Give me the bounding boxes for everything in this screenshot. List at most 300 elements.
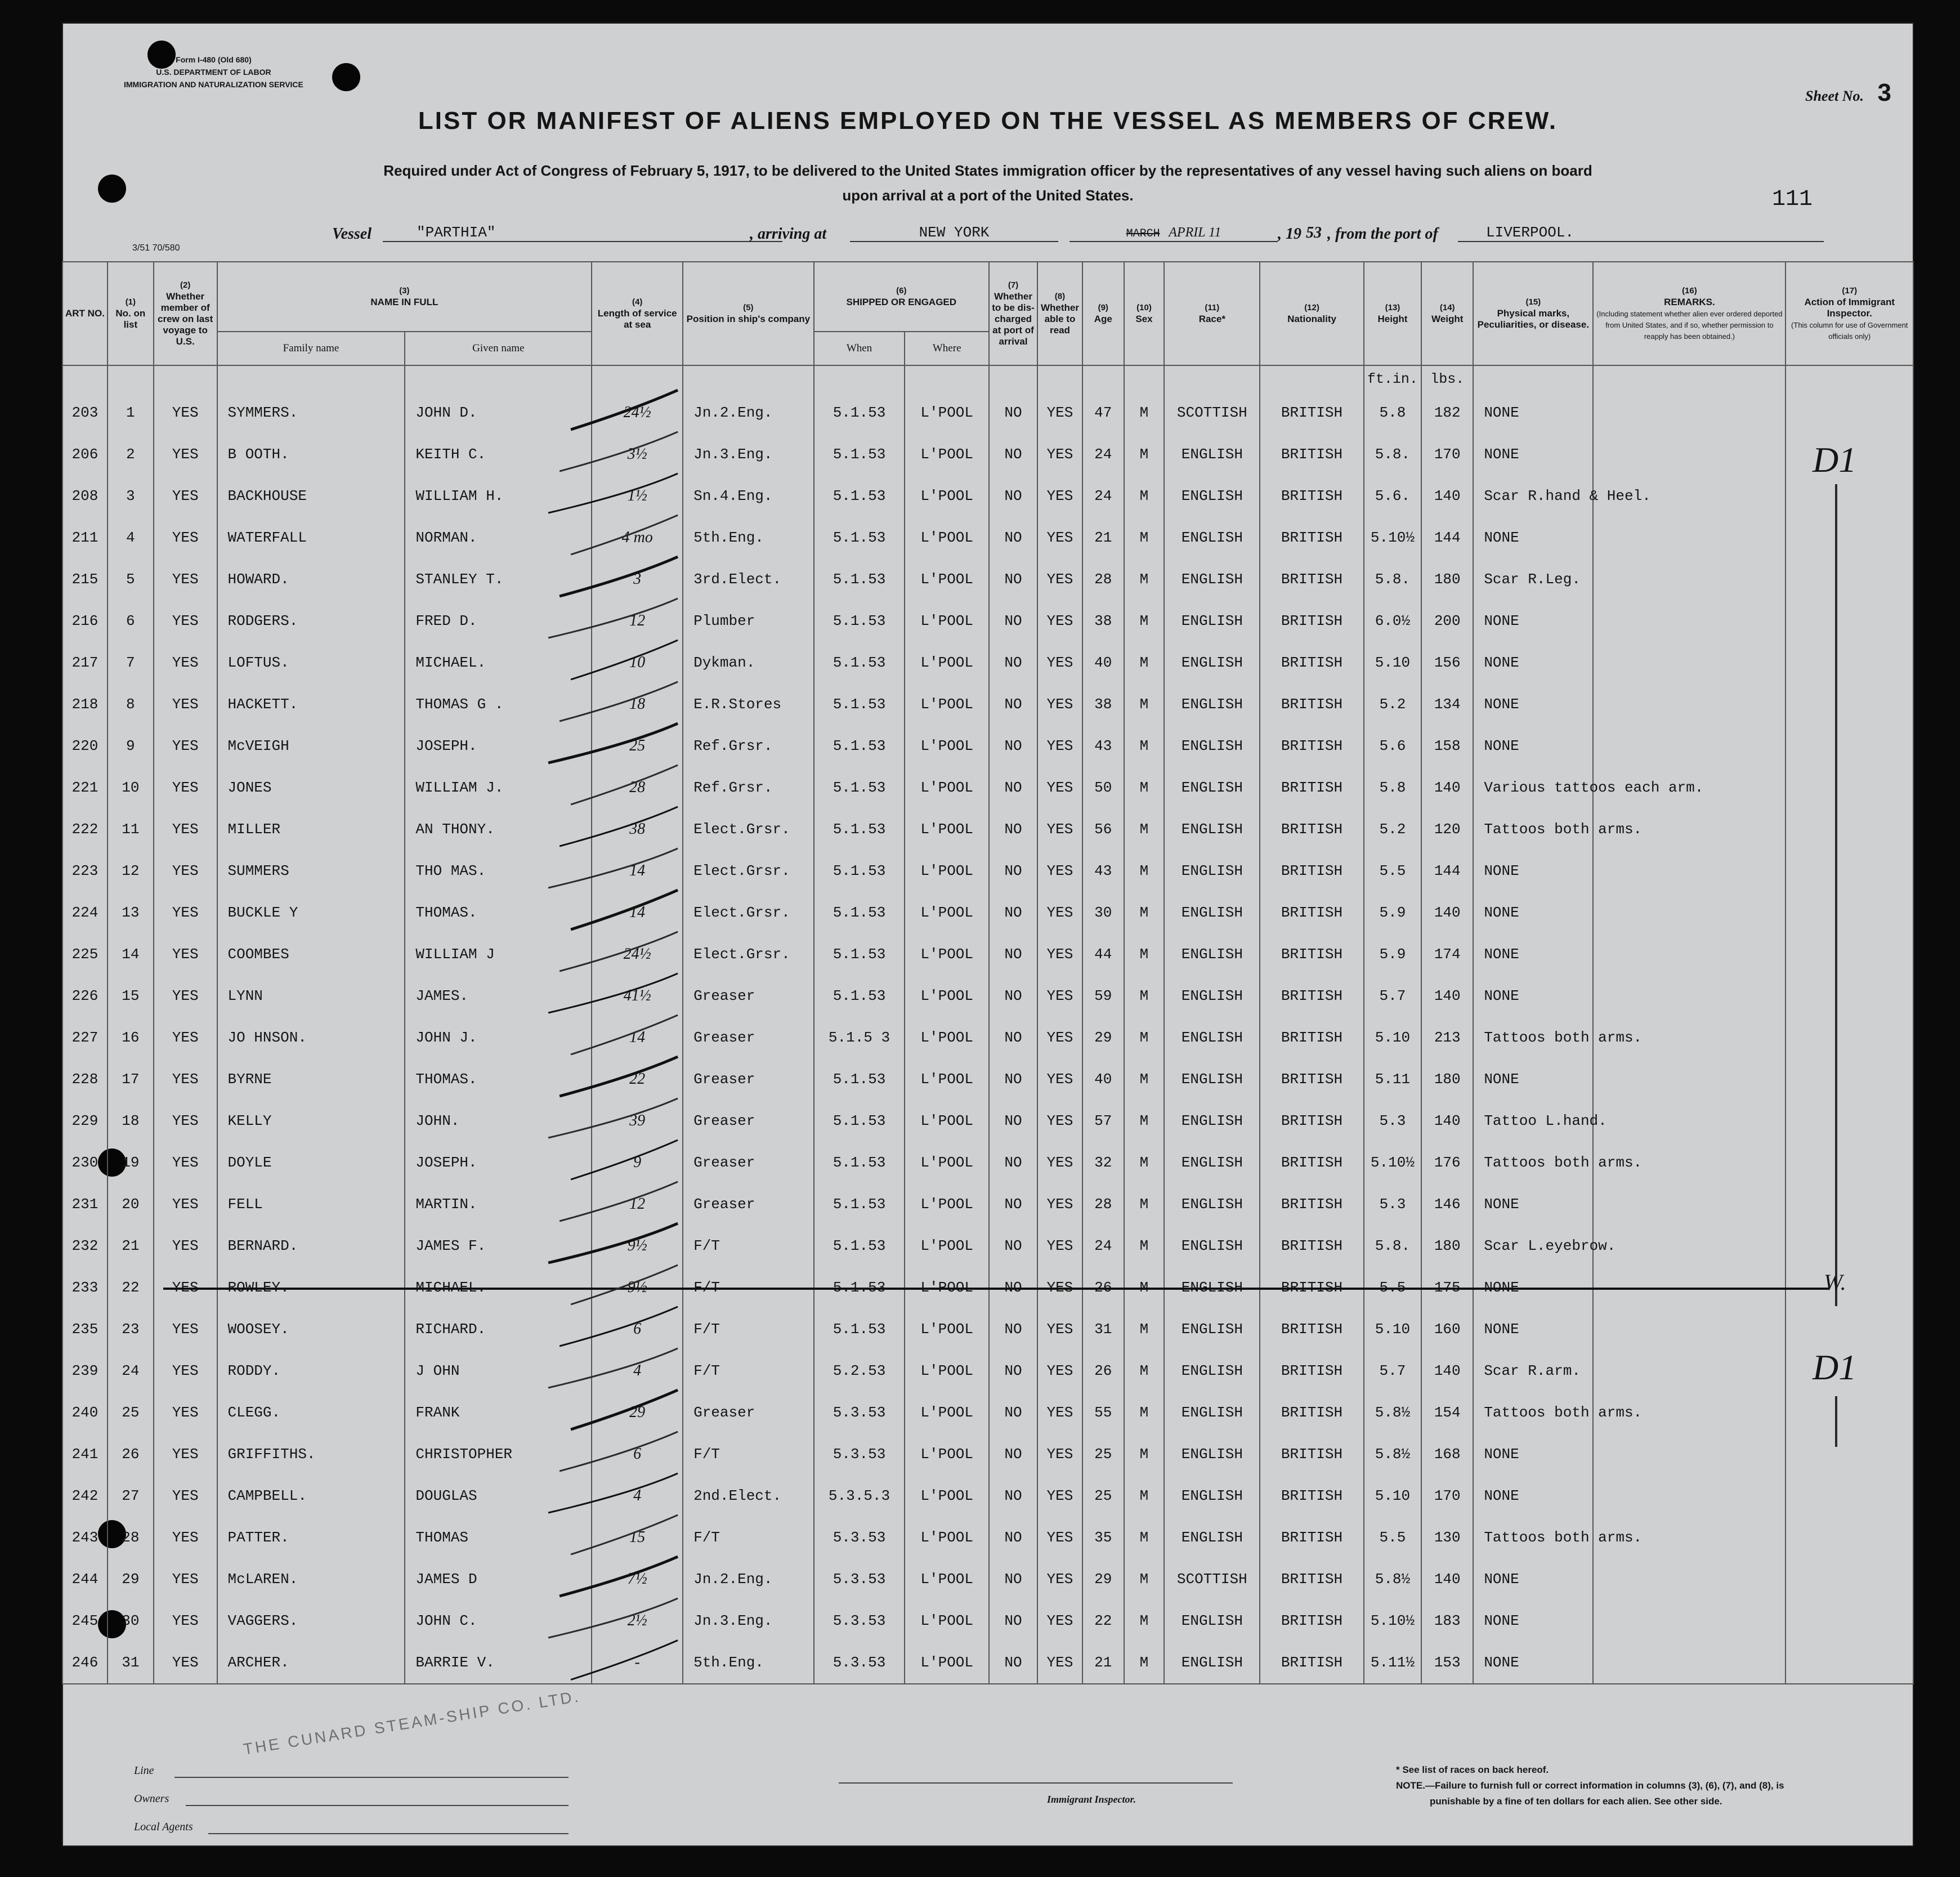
cell-given: THOMAS G .	[405, 683, 592, 725]
cell-read: YES	[1037, 517, 1082, 558]
cell-race: ENGLISH	[1164, 1308, 1260, 1350]
local-agents-field	[208, 1833, 569, 1834]
cell-nat: BRITISH	[1260, 1225, 1363, 1267]
cell-service: 24½	[592, 392, 683, 434]
cell-age: 24	[1082, 475, 1124, 517]
cell-height: 5.8½	[1364, 1558, 1421, 1600]
cell-weight: 180	[1421, 558, 1473, 600]
cell-sex: M	[1124, 1392, 1165, 1433]
header-name-in-full: (3) NAME IN FULL	[217, 262, 592, 332]
cell-remarks	[1593, 600, 1786, 642]
cell-position: F/T	[683, 1517, 814, 1558]
cell-given: JAMES D	[405, 1558, 592, 1600]
cell-read: YES	[1037, 600, 1082, 642]
cell-family: MILLER	[217, 808, 405, 850]
cell-family: McVEIGH	[217, 725, 405, 767]
cell-no: 30	[108, 1600, 154, 1642]
cell-age: 35	[1082, 1517, 1124, 1558]
cell-last: YES	[154, 933, 217, 975]
cell-nat: BRITISH	[1260, 1308, 1363, 1350]
cell-disch: NO	[989, 892, 1037, 933]
cell-marks: NONE	[1473, 933, 1593, 975]
cell-no: 16	[108, 1017, 154, 1058]
cell-where: L'POOL	[905, 975, 989, 1017]
cell-nat: BRITISH	[1260, 725, 1363, 767]
cell-art: 206	[62, 434, 108, 475]
cell-sex: M	[1124, 892, 1165, 933]
cell-position: Greaser	[683, 975, 814, 1017]
cell-nat: BRITISH	[1260, 850, 1363, 892]
cell-height: 5.10	[1364, 1308, 1421, 1350]
cell-given: JOHN D.	[405, 392, 592, 434]
cell-read: YES	[1037, 1558, 1082, 1600]
cell-disch: NO	[989, 1225, 1037, 1267]
cell-where: L'POOL	[905, 808, 989, 850]
cell-marks: NONE	[1473, 850, 1593, 892]
cell-age: 38	[1082, 600, 1124, 642]
cell-no: 12	[108, 850, 154, 892]
cell-disch: NO	[989, 1267, 1037, 1308]
footer-note	[1396, 1762, 1903, 1809]
cell-height: 5.8.	[1364, 558, 1421, 600]
cell-nat: BRITISH	[1260, 475, 1363, 517]
cell-disch: NO	[989, 517, 1037, 558]
cell-age: 43	[1082, 725, 1124, 767]
cell-height: 5.5	[1364, 850, 1421, 892]
table-row	[62, 517, 1913, 558]
cell-weight: 183	[1421, 1600, 1473, 1642]
cell-last: YES	[154, 1642, 217, 1684]
table-row	[62, 1517, 1913, 1558]
cell-when: 5.1.53	[814, 767, 905, 808]
cell-read: YES	[1037, 1475, 1082, 1517]
cell-no: 29	[108, 1558, 154, 1600]
cell-nat: BRITISH	[1260, 1642, 1363, 1684]
inspector-struck-note: W.	[1824, 1270, 1846, 1295]
cell-weight: 140	[1421, 975, 1473, 1017]
cell-where: L'POOL	[905, 1475, 989, 1517]
cell-inspector-action	[1786, 1392, 1913, 1433]
cell-last: YES	[154, 1350, 217, 1392]
cell-read: YES	[1037, 892, 1082, 933]
cell-race: ENGLISH	[1164, 850, 1260, 892]
cell-height: 5.3	[1364, 1183, 1421, 1225]
cell-given: NORMAN.	[405, 517, 592, 558]
cell-when: 5.3.53	[814, 1433, 905, 1475]
cell-read: YES	[1037, 1100, 1082, 1142]
cell-where: L'POOL	[905, 1517, 989, 1558]
cell-position: Ref.Grsr.	[683, 767, 814, 808]
cell-service: 12	[592, 1183, 683, 1225]
cell-marks: Tattoos both arms.	[1473, 1142, 1593, 1183]
cell-disch: NO	[989, 1475, 1037, 1517]
cell-sex: M	[1124, 1350, 1165, 1392]
cell-weight: 140	[1421, 1350, 1473, 1392]
cell-given: DOUGLAS	[405, 1475, 592, 1517]
cell-position: Greaser	[683, 1017, 814, 1058]
sheet-number-label: Sheet No.	[1805, 88, 1864, 104]
cell-sex: M	[1124, 725, 1165, 767]
cell-sex: M	[1124, 1517, 1165, 1558]
cell-height: 5.2	[1364, 808, 1421, 850]
cell-height: 5.10½	[1364, 1142, 1421, 1183]
cell-race: ENGLISH	[1164, 517, 1260, 558]
cell-sex: M	[1124, 1558, 1165, 1600]
cell-last: YES	[154, 1475, 217, 1517]
cell-art: 228	[62, 1058, 108, 1100]
cell-when: 5.1.53	[814, 517, 905, 558]
cell-remarks	[1593, 1350, 1786, 1392]
cell-art: 208	[62, 475, 108, 517]
cell-remarks	[1593, 1433, 1786, 1475]
cell-where: L'POOL	[905, 1142, 989, 1183]
cell-position: Elect.Grsr.	[683, 808, 814, 850]
cell-nat: BRITISH	[1260, 1267, 1363, 1308]
cell-no: 18	[108, 1100, 154, 1142]
cell-age: 30	[1082, 892, 1124, 933]
cell-disch: NO	[989, 1142, 1037, 1183]
cell-family: FELL	[217, 1183, 405, 1225]
cell-age: 25	[1082, 1475, 1124, 1517]
cell-last: YES	[154, 725, 217, 767]
cell-given: JOHN J.	[405, 1017, 592, 1058]
cell-service: 7½	[592, 1558, 683, 1600]
cell-weight: 130	[1421, 1517, 1473, 1558]
cell-last: YES	[154, 975, 217, 1017]
page-number: 111	[1771, 187, 1813, 212]
cell-inspector-action	[1786, 1183, 1913, 1225]
cell-service: 15	[592, 1517, 683, 1558]
cell-when: 5.1.53	[814, 475, 905, 517]
header-race: (11) Race*	[1164, 262, 1260, 365]
table-row	[62, 1058, 1913, 1100]
cell-race: ENGLISH	[1164, 1392, 1260, 1433]
cell-art: 245	[62, 1600, 108, 1642]
cell-inspector-action	[1786, 558, 1913, 600]
cell-where: L'POOL	[905, 683, 989, 725]
cell-marks: Tattoos both arms.	[1473, 808, 1593, 850]
cell-inspector-action	[1786, 1642, 1913, 1684]
cell-where: L'POOL	[905, 1600, 989, 1642]
cell-position: F/T	[683, 1308, 814, 1350]
cell-age: 59	[1082, 975, 1124, 1017]
cell-art: 217	[62, 642, 108, 683]
cell-service: 14	[592, 892, 683, 933]
cell-age: 32	[1082, 1142, 1124, 1183]
cell-inspector-action	[1786, 1100, 1913, 1142]
table-row	[62, 725, 1913, 767]
cell-position: Elect.Grsr.	[683, 892, 814, 933]
cell-marks: NONE	[1473, 642, 1593, 683]
cell-age: 25	[1082, 1433, 1124, 1475]
cell-family: WOOSEY.	[217, 1308, 405, 1350]
cell-art: 211	[62, 517, 108, 558]
cell-when: 5.1.53	[814, 850, 905, 892]
cell-read: YES	[1037, 1225, 1082, 1267]
cell-weight: 160	[1421, 1308, 1473, 1350]
cell-marks: NONE	[1473, 683, 1593, 725]
cell-race: ENGLISH	[1164, 1642, 1260, 1684]
cell-race: ENGLISH	[1164, 975, 1260, 1017]
cell-disch: NO	[989, 1642, 1037, 1684]
cell-family: LYNN	[217, 975, 405, 1017]
cell-remarks	[1593, 558, 1786, 600]
cell-race: SCOTTISH	[1164, 392, 1260, 434]
cell-disch: NO	[989, 1308, 1037, 1350]
cell-last: YES	[154, 1517, 217, 1558]
cell-family: GRIFFITHS.	[217, 1433, 405, 1475]
subtitle-line-1: Required under Act of Congress of February 5, 1917, to be delivered to the United States immigration officer by the representatives of any vessel having such aliens on board	[383, 162, 1592, 179]
cell-weight: 170	[1421, 434, 1473, 475]
header-physical-marks: (15) Physical marks, Peculiarities, or disease.	[1473, 262, 1593, 365]
cell-no: 2	[108, 434, 154, 475]
cell-nat: BRITISH	[1260, 975, 1363, 1017]
cell-no: 1	[108, 392, 154, 434]
cell-weight: 153	[1421, 1642, 1473, 1684]
header-no-on-list: (1) No. on list	[108, 262, 154, 365]
cell-read: YES	[1037, 1517, 1082, 1558]
cell-when: 5.1.5 3	[814, 1017, 905, 1058]
cell-family: BUCKLE Y	[217, 892, 405, 933]
cell-where: L'POOL	[905, 933, 989, 975]
cell-marks: Tattoos both arms.	[1473, 1517, 1593, 1558]
cell-race: ENGLISH	[1164, 1100, 1260, 1142]
cell-remarks	[1593, 392, 1786, 434]
cell-family: RODGERS.	[217, 600, 405, 642]
cell-marks: Tattoos both arms.	[1473, 1017, 1593, 1058]
cell-position: Sn.4.Eng.	[683, 475, 814, 517]
cell-weight: 158	[1421, 725, 1473, 767]
cell-sex: M	[1124, 808, 1165, 850]
cell-height: 5.11	[1364, 1058, 1421, 1100]
inspector-label: Immigrant Inspector.	[1047, 1794, 1136, 1805]
cell-service: 24½	[592, 933, 683, 975]
cell-last: YES	[154, 1267, 217, 1308]
cell-remarks	[1593, 725, 1786, 767]
cell-read: YES	[1037, 725, 1082, 767]
cell-marks: NONE	[1473, 975, 1593, 1017]
cell-nat: BRITISH	[1260, 1433, 1363, 1475]
cell-last: YES	[154, 1017, 217, 1058]
cell-when: 5.1.53	[814, 392, 905, 434]
cell-art: 244	[62, 1558, 108, 1600]
cell-race: ENGLISH	[1164, 1142, 1260, 1183]
cell-disch: NO	[989, 392, 1037, 434]
cell-weight: 154	[1421, 1392, 1473, 1433]
header-family-name: Family name	[217, 332, 405, 365]
cell-art: 227	[62, 1017, 108, 1058]
local-agents-label: Local Agents	[134, 1821, 193, 1833]
cell-inspector-action	[1786, 683, 1913, 725]
cell-age: 38	[1082, 683, 1124, 725]
cell-read: YES	[1037, 808, 1082, 850]
cell-when: 5.1.53	[814, 892, 905, 933]
cell-sex: M	[1124, 600, 1165, 642]
cell-given: JOHN.	[405, 1100, 592, 1142]
cell-when: 5.1.53	[814, 808, 905, 850]
cell-service: 3½	[592, 434, 683, 475]
cell-given: JOSEPH.	[405, 725, 592, 767]
cell-last: YES	[154, 808, 217, 850]
cell-nat: BRITISH	[1260, 1058, 1363, 1100]
cell-inspector-action	[1786, 850, 1913, 892]
cell-where: L'POOL	[905, 434, 989, 475]
cell-no: 25	[108, 1392, 154, 1433]
header-art-no: ART NO.	[62, 262, 108, 365]
table-row	[62, 642, 1913, 683]
table-row	[62, 1308, 1913, 1350]
cell-position: E.R.Stores	[683, 683, 814, 725]
cell-race: ENGLISH	[1164, 725, 1260, 767]
cell-weight: 180	[1421, 1058, 1473, 1100]
header-nationality: (12) Nationality	[1260, 262, 1363, 365]
cell-service: 41½	[592, 975, 683, 1017]
cell-where: L'POOL	[905, 558, 989, 600]
cell-where: L'POOL	[905, 392, 989, 434]
cell-given: BARRIE V.	[405, 1642, 592, 1684]
header-given-name: Given name	[405, 332, 592, 365]
cell-art: 230	[62, 1142, 108, 1183]
cell-nat: BRITISH	[1260, 1558, 1363, 1600]
weight-unit: lbs.	[1421, 365, 1473, 392]
cell-position: Jn.3.Eng.	[683, 1600, 814, 1642]
cell-race: ENGLISH	[1164, 1267, 1260, 1308]
cell-disch: NO	[989, 1433, 1037, 1475]
cell-marks: Scar L.eyebrow.	[1473, 1225, 1593, 1267]
vessel-name: "PARTHIA"	[383, 224, 782, 242]
cell-weight: 140	[1421, 1558, 1473, 1600]
cell-height: 5.7	[1364, 1350, 1421, 1392]
table-row	[62, 1183, 1913, 1225]
cell-position: Plumber	[683, 600, 814, 642]
cell-service: 29	[592, 1392, 683, 1433]
cell-remarks	[1593, 933, 1786, 975]
cell-no: 28	[108, 1517, 154, 1558]
cell-service: 3	[592, 558, 683, 600]
service-name: IMMIGRATION AND NATURALIZATION SERVICE	[124, 80, 303, 89]
cell-position: Greaser	[683, 1142, 814, 1183]
cell-where: L'POOL	[905, 1225, 989, 1267]
cell-disch: NO	[989, 1100, 1037, 1142]
cell-height: 5.5	[1364, 1267, 1421, 1308]
cell-sex: M	[1124, 1017, 1165, 1058]
cell-last: YES	[154, 850, 217, 892]
cell-nat: BRITISH	[1260, 808, 1363, 850]
cell-sex: M	[1124, 1142, 1165, 1183]
cell-race: ENGLISH	[1164, 1517, 1260, 1558]
cell-family: SYMMERS.	[217, 392, 405, 434]
cell-read: YES	[1037, 850, 1082, 892]
cell-art: 231	[62, 1183, 108, 1225]
cell-nat: BRITISH	[1260, 767, 1363, 808]
cell-where: L'POOL	[905, 517, 989, 558]
cell-given: KEITH C.	[405, 434, 592, 475]
cell-remarks	[1593, 683, 1786, 725]
line-label: Line	[134, 1764, 154, 1777]
cell-family: RODDY.	[217, 1350, 405, 1392]
cell-art: 243	[62, 1517, 108, 1558]
cell-age: 40	[1082, 1058, 1124, 1100]
cell-where: L'POOL	[905, 1183, 989, 1225]
cell-race: ENGLISH	[1164, 1058, 1260, 1100]
cell-nat: BRITISH	[1260, 1100, 1363, 1142]
cell-weight: 176	[1421, 1142, 1473, 1183]
cell-read: YES	[1037, 475, 1082, 517]
punch-hole	[332, 63, 360, 91]
cell-weight: 156	[1421, 642, 1473, 683]
header-inspector-action: (17) Action of Immigrant Inspector. (This column for use of Government officials only)	[1786, 262, 1913, 365]
cell-art: 232	[62, 1225, 108, 1267]
cell-height: 5.8½	[1364, 1433, 1421, 1475]
cell-disch: NO	[989, 1558, 1037, 1600]
cell-family: HOWARD.	[217, 558, 405, 600]
line-field	[174, 1777, 569, 1778]
cell-race: ENGLISH	[1164, 683, 1260, 725]
cell-sex: M	[1124, 1642, 1165, 1684]
cell-age: 44	[1082, 933, 1124, 975]
cell-nat: BRITISH	[1260, 1600, 1363, 1642]
table-row	[62, 1142, 1913, 1183]
cell-art: 220	[62, 725, 108, 767]
cell-art: 218	[62, 683, 108, 725]
cell-race: ENGLISH	[1164, 1350, 1260, 1392]
cell-service: 9	[592, 1142, 683, 1183]
cell-read: YES	[1037, 1183, 1082, 1225]
cell-service: 4 mo	[592, 517, 683, 558]
cell-where: L'POOL	[905, 850, 989, 892]
cell-when: 5.1.53	[814, 975, 905, 1017]
cell-age: 21	[1082, 1642, 1124, 1684]
cell-age: 24	[1082, 434, 1124, 475]
cell-inspector-action	[1786, 1433, 1913, 1475]
cell-service: 9½	[592, 1225, 683, 1267]
table-row	[62, 1600, 1913, 1642]
header-discharged: (7) Whether to be dis-charged at port of arrival	[989, 262, 1037, 365]
cell-service: 12	[592, 600, 683, 642]
cell-age: 55	[1082, 1392, 1124, 1433]
cell-when: 5.1.53	[814, 1267, 905, 1308]
cell-family: COOMBES	[217, 933, 405, 975]
races-note: * See list of races on back hereof.	[1396, 1764, 1549, 1775]
cell-read: YES	[1037, 767, 1082, 808]
cell-position: Elect.Grsr.	[683, 850, 814, 892]
cell-when: 5.3.53	[814, 1558, 905, 1600]
cell-age: 26	[1082, 1350, 1124, 1392]
cell-where: L'POOL	[905, 642, 989, 683]
vessel-label: Vessel	[332, 225, 372, 243]
cell-disch: NO	[989, 1058, 1037, 1100]
cell-art: 221	[62, 767, 108, 808]
cell-art: 241	[62, 1433, 108, 1475]
inspector-mark-2: D1	[1813, 1347, 1857, 1387]
cell-position: 5th.Eng.	[683, 517, 814, 558]
cell-service: 4	[592, 1350, 683, 1392]
cell-nat: BRITISH	[1260, 1142, 1363, 1183]
cell-nat: BRITISH	[1260, 392, 1363, 434]
cell-read: YES	[1037, 683, 1082, 725]
cell-art: 222	[62, 808, 108, 850]
cell-nat: BRITISH	[1260, 1350, 1363, 1392]
cell-given: WILLIAM H.	[405, 475, 592, 517]
from-label: , from the port of	[1327, 225, 1438, 243]
cell-nat: BRITISH	[1260, 1517, 1363, 1558]
cell-family: LOFTUS.	[217, 642, 405, 683]
cell-remarks	[1593, 1558, 1786, 1600]
cell-no: 31	[108, 1642, 154, 1684]
cell-read: YES	[1037, 1433, 1082, 1475]
cell-sex: M	[1124, 850, 1165, 892]
table-row	[62, 892, 1913, 933]
